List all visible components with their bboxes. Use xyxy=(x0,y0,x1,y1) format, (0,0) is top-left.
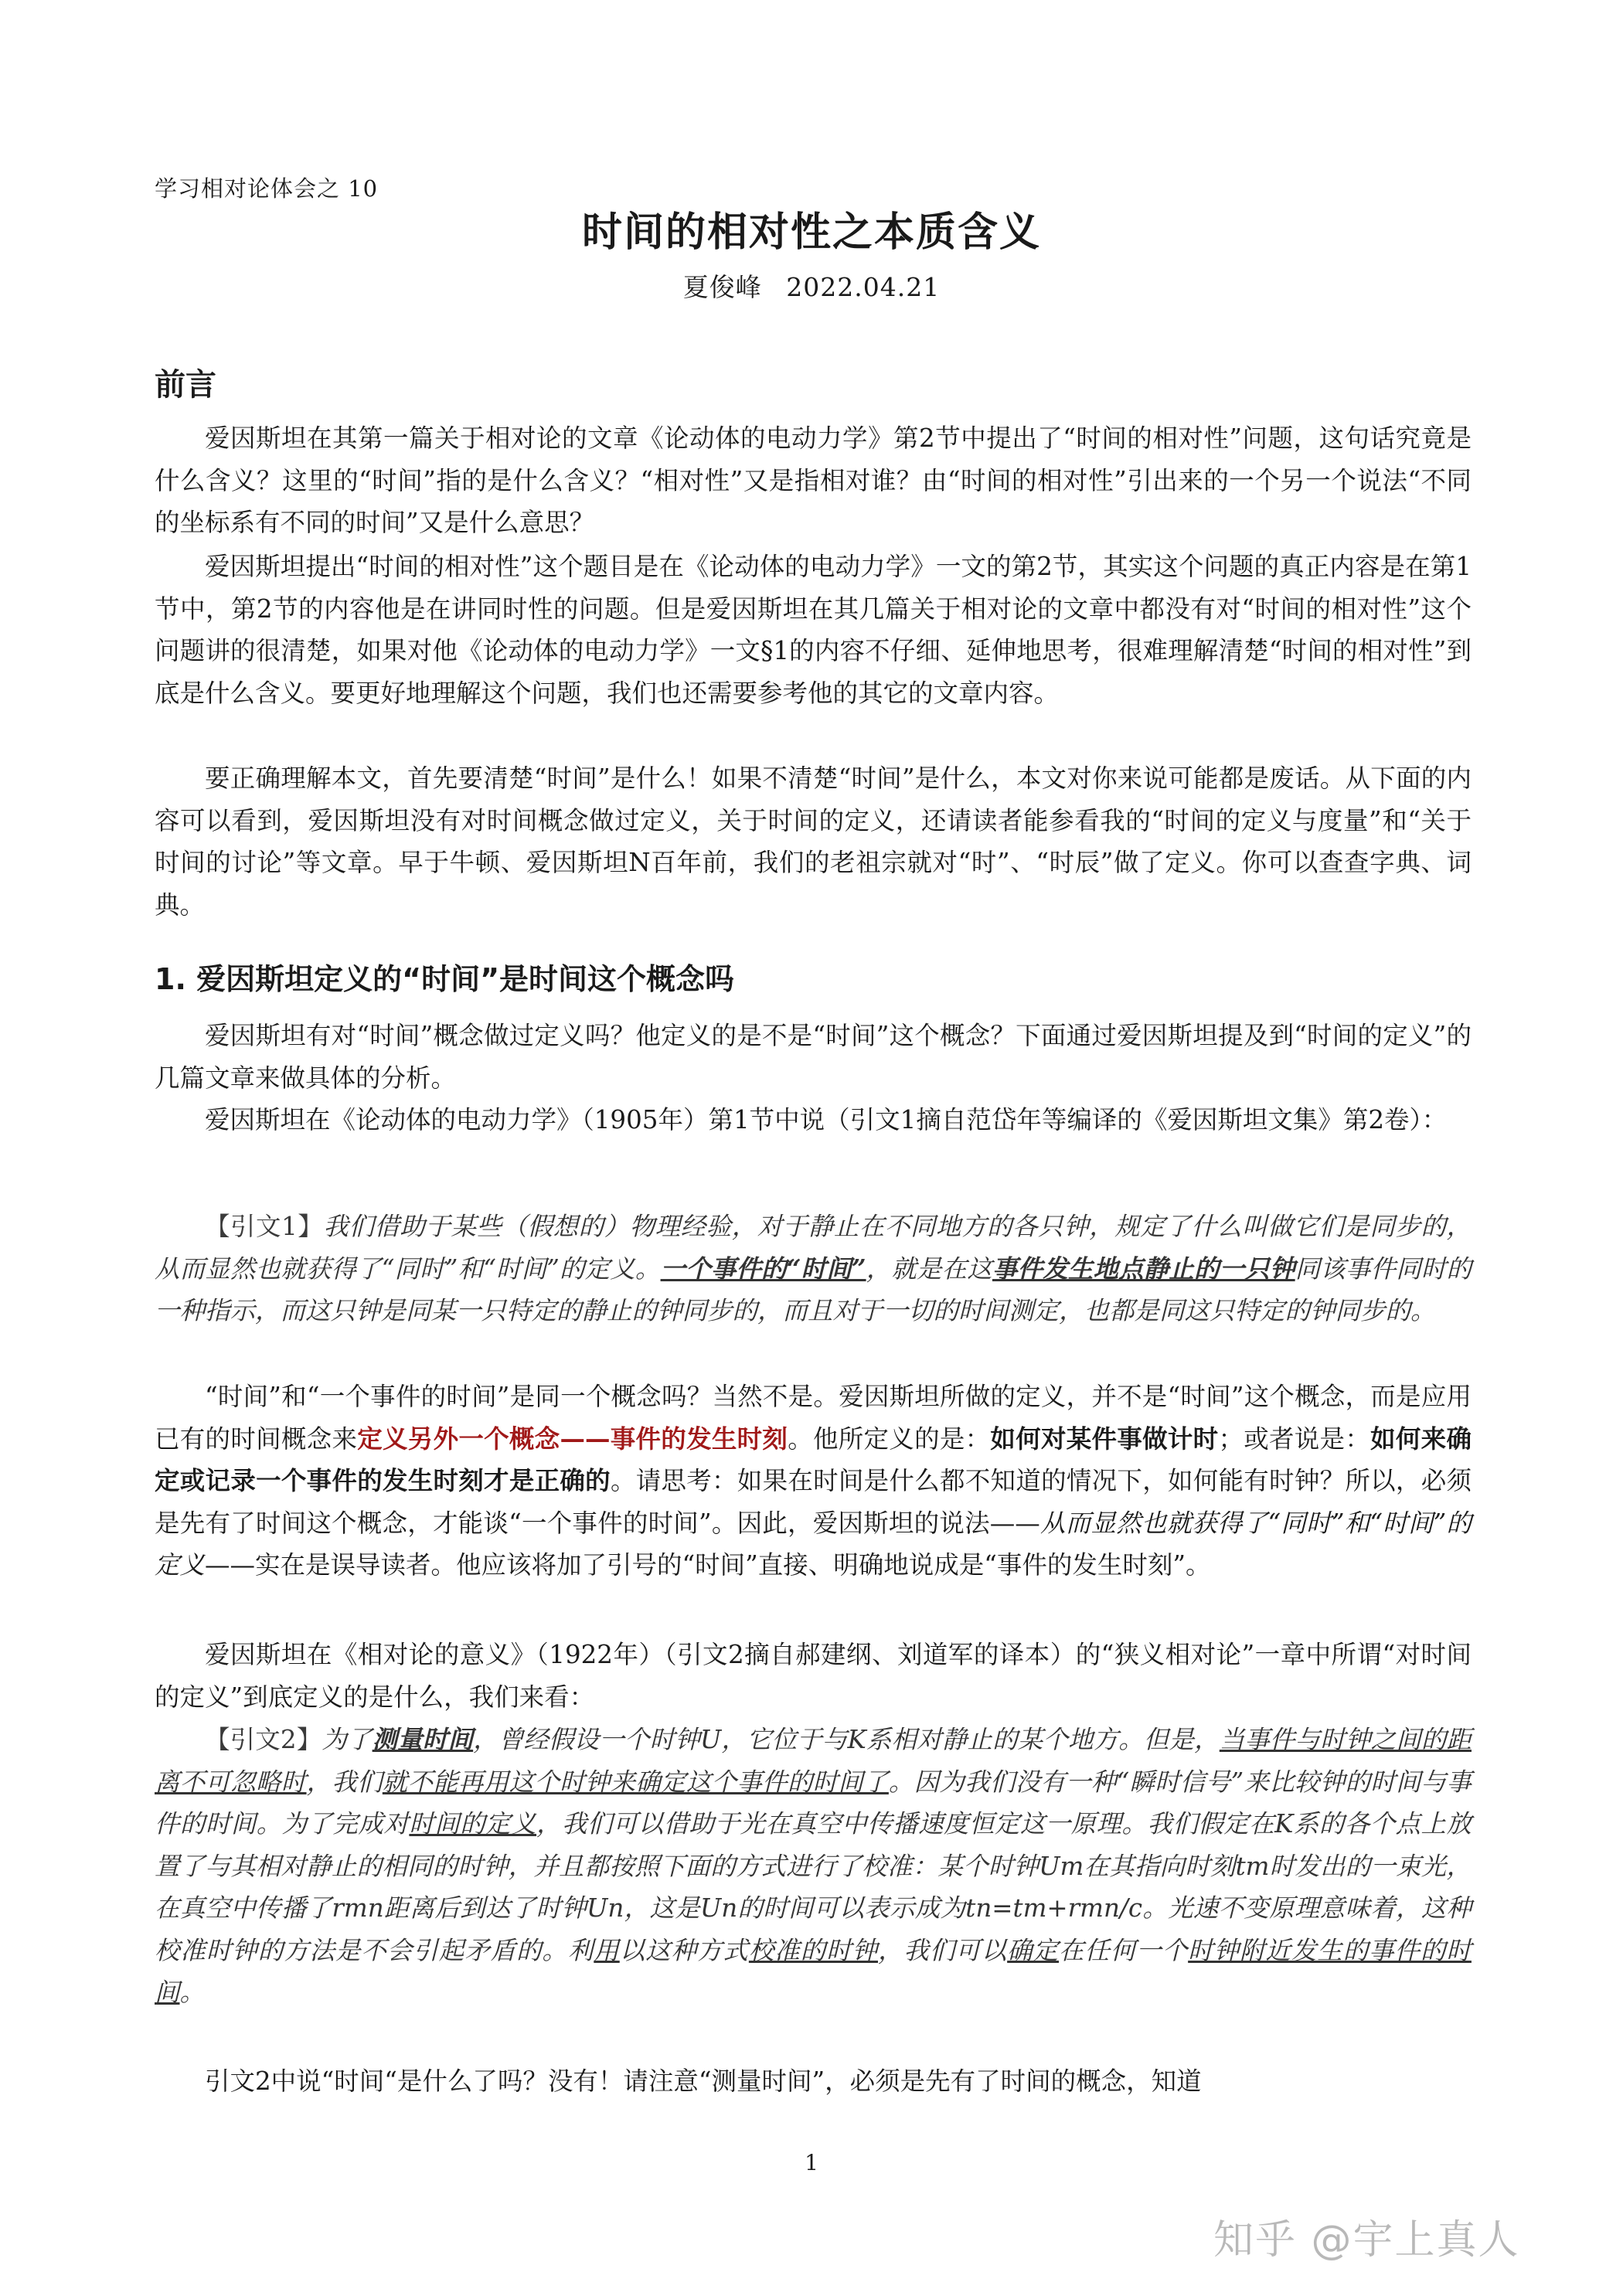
section-1-heading: 1. 爱因斯坦定义的“时间”是时间这个概念吗 xyxy=(155,962,735,996)
section-1-paragraph-1: 爱因斯坦有对“时间”概念做过定义吗？他定义的是不是“时间”这个概念？下面通过爱因斯坦提及到“时间的定义”的几篇文章来做具体的分析。 xyxy=(155,1021,1472,1093)
quote-1 xyxy=(155,1206,1472,1332)
series-label: 学习相对论体会之 10 xyxy=(155,175,379,202)
paragraph-text: 。他所定义的是： xyxy=(788,1424,991,1454)
quote-1-text: 同该事件同时的一种指示，而这只钟是同某一只特定的静止的钟同步的，而且对于一切的时间测定，也都是同这只特定的钟同步的。 xyxy=(155,1253,1472,1325)
quote-2-underlined: 用 xyxy=(594,1935,620,1965)
emphasis-bold: 如何来确定或记录一个事件的发生时刻才是正确的 xyxy=(155,1423,1472,1495)
quote-2-text: 为了 xyxy=(322,1725,373,1754)
paragraph-text: ；或者说是： xyxy=(1218,1424,1371,1454)
preface-paragraph-1: 爱因斯坦在其第一篇关于相对论的文章《论动体的电动力学》第2节中提出了“时间的相对性”问题，这句话究竟是什么含义？这里的“时间”指的是什么含义？“相对性”又是指相对谁？由“时间的相对性”引出来的一个另一个说法“不同的坐标系有不同的时间”又是什么意思？ xyxy=(155,423,1472,537)
quote-2-text: 在任何一个 xyxy=(1059,1935,1189,1965)
page-number: 1 xyxy=(805,2150,818,2175)
quote-2-underlined: 就不能再用这个时钟来确定这个事件的时间了 xyxy=(382,1767,889,1797)
quote-2-underlined: 当事件与时钟之间的距离不可忽略时 xyxy=(155,1725,1472,1797)
quote-2-text: 。 xyxy=(179,1978,206,2007)
quote-2-text: 。因为我们没有一种“瞬时信号”来比较钟的时间与事件的时间。为了完成对 xyxy=(155,1767,1472,1839)
quote-1-text: ，就是在这 xyxy=(866,1253,992,1284)
quote-2-underlined: 时钟附近发生的事件的时间 xyxy=(155,1935,1472,2007)
quote-1-highlight: 一个事件的“时间” xyxy=(660,1253,866,1284)
emphasis-red: 定义另外一个概念——事件的发生时刻 xyxy=(357,1423,788,1454)
quote-1-highlight: 事件发生地点静止的一只钟 xyxy=(992,1253,1295,1284)
quote-2-text: ，我们可以 xyxy=(878,1935,1008,1965)
paragraph-text: 。请思考：如果在时间是什么都不知道的情况下，如何能有时钟？所以，必须是先有了时间这个概念，才能谈“一个事件的时间”。因此，爱因斯坦的说法—— xyxy=(155,1466,1472,1538)
preface-paragraph-2: 爱因斯坦提出“时间的相对性”这个题目是在《论动体的电动力学》一文的第2节，其实这个问题的真正内容是在第1节中，第2节的内容他是在讲同时性的问题。但是爱因斯坦在其几篇关于相对论的文章中都没有对“时间的相对性”这个问题讲的很清楚，如果对他《论动体的电动力学》一文§1的内容不仔细、延伸地思考，很难理解清楚“时间的相对性”到底是什么含义。要更好地理解这个问题，我们也还需要参考他的其它的文章内容。 xyxy=(155,552,1472,708)
quote-2-underlined: 时间的定义 xyxy=(409,1809,537,1839)
quote-2-text: ，曾经假设一个时钟U，它位于与K系相对静止的某个地方。但是， xyxy=(473,1725,1220,1754)
quote-2-text: ，我们可以借助于光在真空中传播速度恒定这一原理。我们假定在K系的各个点上放置了与其相对静止的相同的时钟，并且都按照下面的方式进行了校准：某个时钟Um在其指向时刻tm时发出的一束光，在真空中传播了rmn距离后到达了时钟Un，这是Un的时间可以表示成为tn=tm+rmn/c。光速不变原理意味着，这种校准时钟的方法是不会引起矛盾的。利 xyxy=(155,1809,1472,1965)
quote-2-text: 以这种方式 xyxy=(619,1935,749,1965)
section-1-paragraph-2: 爱因斯坦在《论动体的电动力学》（1905年）第1节中说（引文1摘自范岱年等编译的《爱因斯坦文集》第2卷）： xyxy=(205,1105,1448,1134)
quote-2-text: ，我们 xyxy=(306,1767,383,1797)
zhihu-watermark: 知乎 @宇上真人 xyxy=(1213,2217,1520,2264)
quote-1-tag: 【引文1】 xyxy=(205,1212,324,1241)
quote-2 xyxy=(155,1719,1472,2014)
emphasis-italic: 从而显然也就获得了“同时”和“时间”的定义 xyxy=(155,1508,1472,1580)
author-date: 夏俊峰 2022.04.21 xyxy=(682,272,941,302)
quote-2-underlined: 确定 xyxy=(1007,1935,1059,1965)
paragraph-text: “时间”和“一个事件的时间”是同一个概念吗？当然不是。爱因斯坦所做的定义，并不是“时间”这个概念，而是应用已有的时间概念来 xyxy=(155,1382,1472,1454)
section-1-paragraph-3 xyxy=(155,1376,1472,1587)
quote-2-highlight: 测量时间 xyxy=(372,1724,474,1754)
preface-heading: 前言 xyxy=(155,367,216,403)
paragraph-text: ——实在是误导读者。他应该将加了引号的“时间”直接、明确地说成是“事件的发生时刻”。 xyxy=(205,1550,1211,1580)
page-title: 时间的相对性之本质含义 xyxy=(581,209,1041,256)
quote-1-text: 我们借助于某些（假想的）物理经验，对于静止在不同地方的各只钟，规定了什么叫做它们是同步的，从而显然也就获得了“同时”和“时间”的定义。 xyxy=(155,1212,1472,1284)
emphasis-bold: 如何对某件事做计时 xyxy=(990,1423,1219,1454)
quote-2-underlined: 校准的时钟 xyxy=(748,1935,878,1965)
section-1-paragraph-4: 爱因斯坦在《相对论的意义》（1922年）（引文2摘自郝建纲、刘道军的译本）的“狭义相对论”一章中所谓“对时间的定义”到底定义的是什么，我们来看： xyxy=(155,1640,1472,1712)
preface-paragraph-3: 要正确理解本文，首先要清楚“时间”是什么！如果不清楚“时间”是什么，本文对你来说可能都是废话。从下面的内容可以看到，爱因斯坦没有对时间概念做过定义，关于时间的定义，还请读者能参看我的“时间的定义与度量”和“关于时间的讨论”等文章。早于牛顿、爱因斯坦N百年前，我们的老祖宗就对“时”、“时辰”做了定义。你可以查查字典、词典。 xyxy=(155,764,1472,920)
section-1-paragraph-5: 引文2中说“时间“是什么了吗？没有！请注意“测量时间”，必须是先有了时间的概念，知道 xyxy=(205,2066,1202,2096)
quote-2-tag: 【引文2】 xyxy=(205,1725,322,1754)
